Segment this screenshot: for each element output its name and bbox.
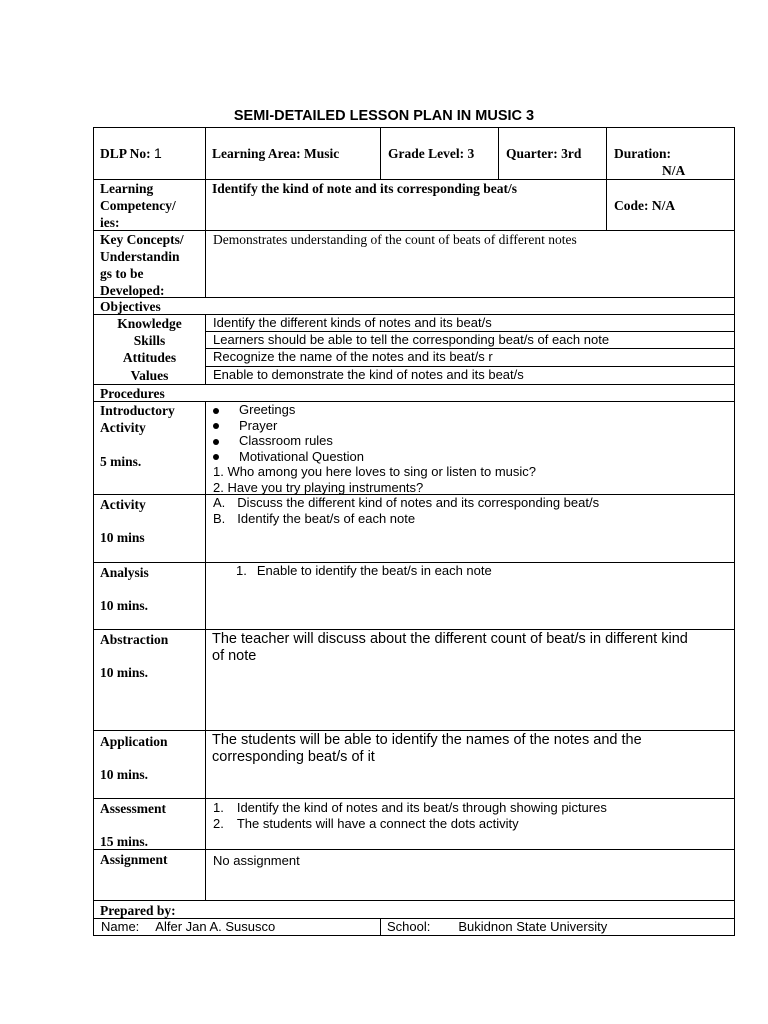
competency-label xyxy=(100,180,176,231)
application-label: Application xyxy=(100,734,168,749)
key-concepts-label-line: gs to be xyxy=(100,266,144,281)
question-item: 2. Have you try playing instruments? xyxy=(213,479,424,495)
list-item: A. Discuss the different kind of notes and its corresponding beat/s xyxy=(213,495,600,510)
assignment-text: No assignment xyxy=(213,853,300,868)
name-label: Name: xyxy=(101,919,140,934)
bullet-icon xyxy=(213,454,219,460)
abstraction-content xyxy=(212,631,688,664)
analysis-content: 1. Enable to identify the beat/s in each note xyxy=(236,563,492,578)
analysis-label: Analysis xyxy=(100,565,149,580)
key-concepts-label xyxy=(100,231,184,299)
introductory-time: 5 mins. xyxy=(100,454,142,469)
abstraction-label: Abstraction xyxy=(100,632,169,647)
objective-values-label: Values xyxy=(130,368,169,383)
bullet-icon xyxy=(213,439,219,445)
application-line: corresponding beat/s of it xyxy=(212,748,375,765)
learning-area: Learning Area: Music xyxy=(212,146,340,161)
assessment-time: 15 mins. xyxy=(100,834,149,849)
objective-attitudes-text: Recognize the name of the notes and its beat/s r xyxy=(213,349,493,364)
introductory-label-line: Introductory xyxy=(100,403,175,418)
quarter: Quarter: 3rd xyxy=(506,146,582,161)
name-value: Alfer Jan A. Sususco xyxy=(155,919,276,934)
page-title: SEMI-DETAILED LESSON PLAN IN MUSIC 3 xyxy=(233,108,535,124)
application-line: The students will be able to identify the names of the notes and the xyxy=(212,732,642,748)
dlp-number xyxy=(100,145,162,162)
list-item: Classroom rules xyxy=(213,433,536,449)
objective-skills-label: Skills xyxy=(133,333,166,348)
objective-skills-text: Learners should be able to tell the corresponding beat/s of each note xyxy=(213,332,610,347)
competency-text: Identify the kind of note and its corresponding beat/s xyxy=(212,181,518,196)
bullet-icon xyxy=(213,408,219,414)
objective-knowledge-label: Knowledge xyxy=(117,316,182,331)
question-item: 1. Who among you here loves to sing or listen to music? xyxy=(213,464,536,479)
list-item: Prayer xyxy=(213,418,536,434)
duration-label: Duration: xyxy=(614,146,671,161)
abstraction-line: of note xyxy=(212,647,257,664)
introductory-content xyxy=(213,402,536,495)
abstraction-time: 10 mins. xyxy=(100,665,149,680)
assessment-content xyxy=(213,800,607,831)
abstraction-line: The teacher will discuss about the different count of beat/s in different kind xyxy=(212,631,688,647)
introductory-label xyxy=(100,402,175,436)
application-content xyxy=(212,732,642,765)
school-label: School: xyxy=(387,919,431,934)
assessment-label: Assessment xyxy=(100,801,166,816)
key-concepts-label-line: Key Concepts/ xyxy=(100,232,184,247)
list-item: B. Identify the beat/s of each note xyxy=(213,510,416,526)
competency-label-line: Learning xyxy=(100,181,154,196)
list-item: Motivational Question xyxy=(213,449,536,465)
prepared-school xyxy=(387,919,607,935)
competency-code: Code: N/A xyxy=(614,198,676,213)
assignment-label: Assignment xyxy=(100,852,168,867)
competency-label-line: Competency/ xyxy=(100,198,176,213)
grade-level: Grade Level: 3 xyxy=(388,146,475,161)
bullet-icon xyxy=(213,423,219,429)
dlp-value: 1 xyxy=(154,145,162,161)
key-concepts-label-line: Understandin xyxy=(100,249,180,264)
list-item: 1. Identify the kind of notes and its beat/s through showing pictures xyxy=(213,800,607,815)
key-concepts-text: Demonstrates understanding of the count of beats of different notes xyxy=(213,232,577,247)
list-item: 2. The students will have a connect the dots activity xyxy=(213,815,519,831)
activity-label: Activity xyxy=(100,497,146,512)
objective-knowledge-text: Identify the different kinds of notes and its beat/s xyxy=(213,315,492,330)
activity-time: 10 mins xyxy=(100,530,145,545)
procedures-label: Procedures xyxy=(100,386,165,401)
activity-content xyxy=(213,495,599,526)
dlp-label: DLP No: xyxy=(100,146,151,161)
competency-label-line: ies: xyxy=(100,215,120,230)
introductory-label-line: Activity xyxy=(100,420,146,435)
analysis-time: 10 mins. xyxy=(100,598,149,613)
application-time: 10 mins. xyxy=(100,767,149,782)
objective-attitudes-label: Attitudes xyxy=(122,350,177,365)
prepared-name xyxy=(101,919,275,935)
list-item: Greetings xyxy=(213,402,536,418)
objectives-label: Objectives xyxy=(100,299,161,314)
key-concepts-label-line: Developed: xyxy=(100,283,165,298)
duration-value: N/A xyxy=(662,163,686,178)
school-value: Bukidnon State University xyxy=(458,919,608,934)
prepared-by-label: Prepared by: xyxy=(100,903,176,918)
objective-values-text: Enable to demonstrate the kind of notes and its beat/s xyxy=(213,367,524,382)
